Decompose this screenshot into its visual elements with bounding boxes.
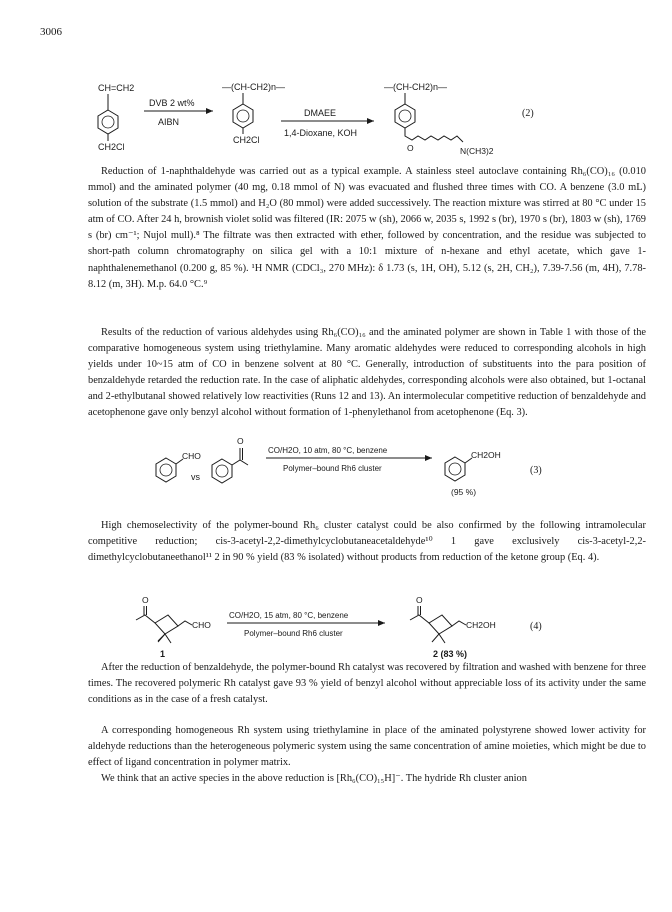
- arrow2-conditions: 1,4-Dioxane, KOH: [284, 128, 358, 138]
- equation-number-4: (4): [530, 621, 542, 632]
- benzene-ring: [395, 104, 415, 128]
- product-group-label: CH2OH: [466, 620, 496, 630]
- benzene-ring: [445, 457, 465, 481]
- arrow1-reagent: DVB 2 wt%: [149, 98, 195, 108]
- page-number: 3006: [40, 26, 62, 38]
- vinyl-group-label: CH=CH2: [98, 83, 135, 93]
- methyl-bond: [158, 634, 165, 642]
- cyclobutane-ring: [155, 615, 178, 634]
- arrow2-reagent: DMAEE: [304, 108, 337, 118]
- benzene-ring: [233, 104, 253, 128]
- benzene-ring: [212, 459, 232, 483]
- paragraph-experimental: Reduction of 1-naphthaldehyde was carried out as a typical example. A stainless steel autoclave containing Rh₆(CO)₁₆ (0.010 mmol) and the aminated polymer (40 mg, 0.18 mmol of N) was evacuated and flushed three times with CO. A benzene (3.0 mL) solution of the substrate (1.5 mmol) and H₂O (80 mmol) were added successively. The reaction mixture was stirred at 80 °C under 15 atm of CO. After 24 h, brownish violet solid was filtered (IR: 2075 w (sh), 2066 w, 2035 s, 1992 s (br), 1970 s (br), 1803 w (sh), 1769 s (br) cm⁻¹; Nujol mull).⁸ The filtrate was then extracted with ether, followed by concentration, and the residue was subjected to short-path column chromatography on silica gel with a 10:1 mixture of n-hexane and ethyl acetate, which gave 1-naphthalenemethanol (0.200 g, 85 %). ¹H NMR (CDCl₃, 270 MHz): δ 1.73 (s, 1H, OH), 5.12 (s, 2H, CH₂), 7.39-7.56 (m, 4H), 7.78-8.12 (m, 3H). M.p. 64.0 °C.⁹: [88, 166, 646, 290]
- paragraph-chemoselectivity: High chemoselectivity of the polymer-bound Rh₆ cluster catalyst could be also confirmed by the following intramolecular competitive reduction; cis-3-acetyl-2,2-dimethylcyclobutaneacetaldehyde¹⁰ 1 gave exclusively cis-3-acetyl-2,2-dimethylcyclobutaneethanol¹¹ 2 in 90 % yield (83 % isolated) without products from reduction of the ketone group (Eq. 4).: [88, 520, 646, 564]
- arrow-catalyst-label: Polymer–bound Rh6 cluster: [244, 629, 343, 638]
- paragraph-homogeneous-comparison: A corresponding homogeneous Rh system using triethylamine in place of the aminated polystyrene showed lower activity for aldehyde reductions than the heterogeneous polymeric system using the same concentration of amine moieties, which might be due to effect of ligand concentration in polymer matrix.: [88, 725, 646, 769]
- arrow1-initiator: AIBN: [158, 117, 180, 127]
- reaction-scheme-4: [0, 593, 672, 659]
- product-ketone-oxygen-label: O: [416, 595, 423, 605]
- arrow-head: [425, 455, 432, 461]
- polymer2-backbone-label: —(CH-CH2)n—: [384, 82, 447, 92]
- benzene-ring: [98, 110, 118, 134]
- arrow-head: [378, 620, 385, 626]
- paragraph-recycling: After the reduction of benzaldehyde, the polymer-bound Rh catalyst was recovered by filtration and washed with benzene for three times. The recovered polymeric Rh catalyst gave 93 % yield of benzyl alcohol without appreciable loss of its activity under the same conditions as in the case of a fresh catalyst.: [88, 662, 646, 706]
- paragraph-active-species: We think that an active species in the above reduction is [Rh₆(CO)₁₅H]⁻. The hydride Rh cluster anion: [101, 773, 527, 784]
- benzene-ring: [156, 458, 176, 482]
- arrow-catalyst-label: Polymer–bound Rh6 cluster: [283, 464, 382, 473]
- aldehyde-group-label: CHO: [182, 451, 201, 461]
- aldehyde-group-label: CHO: [192, 620, 211, 630]
- ether-oxygen-label: O: [407, 143, 414, 153]
- arrow-conditions-top: CO/H2O, 10 atm, 80 °C, benzene: [268, 446, 388, 455]
- compound-1-label: 1: [160, 649, 166, 659]
- reaction-scheme-2: [0, 78, 672, 178]
- ether-amine-chain: [405, 128, 463, 142]
- reaction-scheme-3: [0, 433, 672, 517]
- methyl-bond: [165, 634, 171, 643]
- equation-number-2: (2): [522, 108, 534, 119]
- arrow-head: [367, 118, 374, 124]
- methyl-bond: [432, 634, 439, 642]
- side-chain: [452, 621, 466, 626]
- product-group-label: CH2OH: [471, 450, 501, 460]
- equation-number-3: (3): [530, 465, 542, 476]
- polymer1-chloromethyl-label: CH2Cl: [233, 135, 260, 145]
- dimethylamino-label: N(CH3)2: [460, 146, 494, 156]
- ketone-oxygen-label: O: [237, 436, 244, 446]
- acetyl-chain: [410, 615, 429, 623]
- methyl-bond: [439, 634, 445, 643]
- chloromethyl-label: CH2Cl: [98, 142, 125, 152]
- acetyl-chain: [136, 615, 155, 623]
- acetyl-chain: [232, 460, 248, 465]
- compound-2-label: 2 (83 %): [433, 649, 468, 659]
- cyclobutane-ring: [429, 615, 452, 634]
- polymer1-backbone-label: —(CH-CH2)n—: [222, 82, 285, 92]
- paragraph-results: Results of the reduction of various aldehydes using Rh₆(CO)₁₆ and the aminated polymer are shown in Table 1 with those of the comparative homogeneous system using triethylamine. Many aromatic aldehydes were reduced to corresponding alcohols in high yields under 10~15 atm of CO in benzene solvent at 80 °C. Generally, introduction of substituents into the para position of benzaldehyde retarded the reduction rate. In the case of aliphatic aldehydes, corresponding alcohols were also obtained, but 1-octanal and 2-ethylbutanal showed relatively low reactivities (Runs 12 and 13). An intermolecular competitive reduction of benzaldehyde and acetophenone gave only benzyl alcohol without formation of 1-phenylethanol from acetophenone (Eq. 3).: [88, 327, 646, 419]
- side-chain: [178, 621, 192, 626]
- arrow-conditions-top: CO/H2O, 15 atm, 80 °C, benzene: [229, 611, 349, 620]
- ketone-oxygen-label: O: [142, 595, 149, 605]
- versus-label: vs: [191, 472, 200, 482]
- arrow-head: [206, 108, 213, 114]
- product-yield-label: (95 %): [451, 487, 477, 497]
